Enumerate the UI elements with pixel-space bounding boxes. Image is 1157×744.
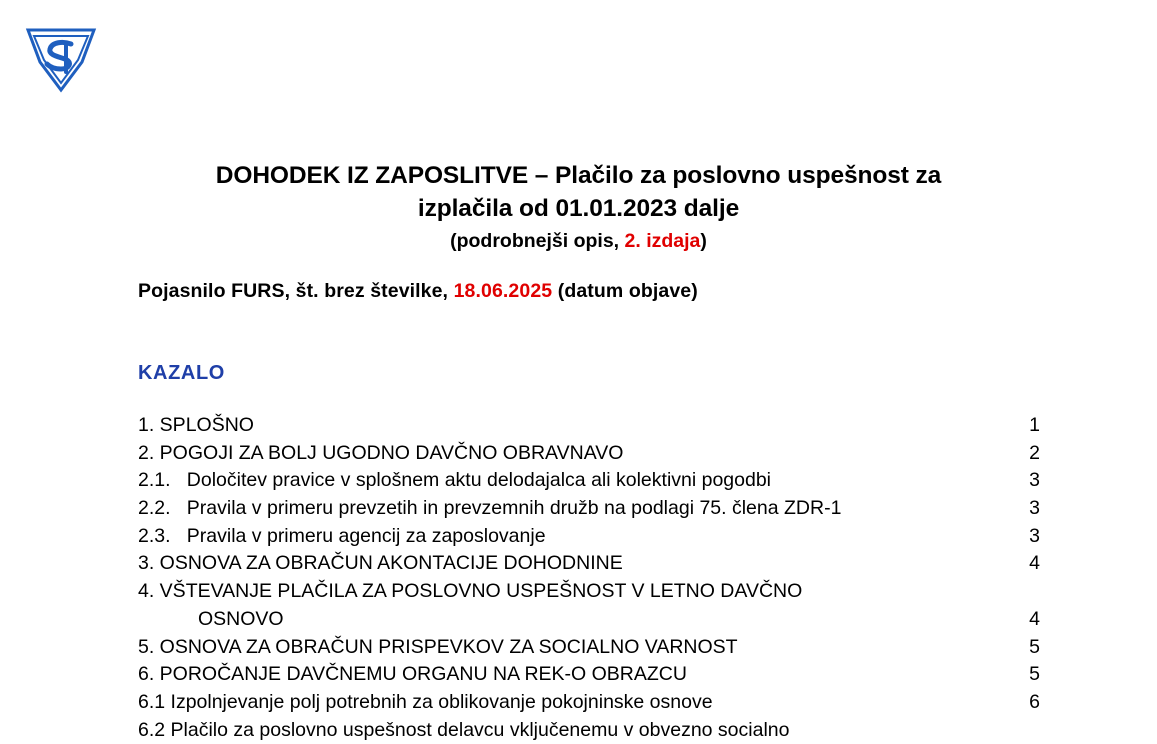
toc-heading: KAZALO bbox=[138, 362, 225, 384]
company-logo-icon bbox=[22, 24, 100, 96]
toc-entry-label: 6.2 Plačilo za poslovno uspešnost delavcu vključenemu v obvezno socialno bbox=[138, 718, 790, 741]
toc-entry-page: 4 bbox=[1029, 552, 1040, 575]
toc-entry-label: 6. POROČANJE DAVČNEMU ORGANU NA REK-O OBRAZCU bbox=[138, 663, 687, 686]
toc-entry-label: 4. VŠTEVANJE PLAČILA ZA POSLOVNO USPEŠNOST V LETNO DAVČNO bbox=[138, 580, 803, 603]
reference-line bbox=[138, 280, 698, 303]
toc-entry-page: 3 bbox=[1029, 497, 1040, 520]
subtitle-suffix: ) bbox=[700, 230, 707, 253]
toc-entry-page: 4 bbox=[1029, 607, 1040, 630]
toc-entry-page: 3 bbox=[1029, 469, 1040, 492]
toc-entry-page: 1 bbox=[1029, 414, 1040, 436]
page-subtitle bbox=[0, 230, 1157, 253]
toc-entry-label: 2.3. Pravila v primeru agencij za zaposlovanje bbox=[138, 524, 546, 547]
title-line-2: izplačila od 01.01.2023 dalje bbox=[417, 194, 740, 222]
toc-entry-label: 5. OSNOVA ZA OBRAČUN PRISPEVKOV ZA SOCIALNO VARNOST bbox=[138, 635, 738, 658]
toc-entry[interactable] bbox=[138, 440, 1040, 468]
toc-entry[interactable] bbox=[138, 717, 1040, 744]
toc-entry-label: 2.2. Pravila v primeru prevzetih in prevzemnih družb na podlagi 75. člena ZDR-1 bbox=[138, 497, 842, 520]
toc-entry-label: 2. POGOJI ZA BOLJ UGODNO DAVČNO OBRAVNAVO bbox=[138, 441, 624, 464]
toc-entry[interactable] bbox=[138, 578, 1040, 606]
toc-entry-label: OSNOVO bbox=[198, 607, 284, 630]
table-of-contents bbox=[138, 412, 1040, 744]
toc-entry-page: 5 bbox=[1029, 635, 1040, 658]
toc-entry[interactable] bbox=[138, 689, 1040, 717]
toc-entry[interactable] bbox=[138, 550, 1040, 578]
toc-entry-page: 6 bbox=[1029, 690, 1040, 713]
toc-entry[interactable] bbox=[138, 634, 1040, 662]
toc-entry[interactable] bbox=[138, 606, 1040, 634]
toc-entry[interactable] bbox=[138, 523, 1040, 551]
toc-entry-label: 3. OSNOVA ZA OBRAČUN AKONTACIJE DOHODNINE bbox=[138, 552, 623, 575]
subtitle-edition: 2. izdaja bbox=[624, 230, 701, 253]
toc-entry-label: 6.1 Izpolnjevanje polj potrebnih za oblikovanje pokojninske osnove bbox=[138, 690, 713, 713]
reference-suffix: (datum objave) bbox=[552, 280, 698, 302]
toc-entry-page: 3 bbox=[1029, 524, 1040, 547]
page-title bbox=[0, 160, 1157, 225]
toc-entry-label: 2.1. Določitev pravice v splošnem aktu delodajalca ali kolektivni pogodbi bbox=[138, 469, 772, 492]
toc-entry[interactable] bbox=[138, 467, 1040, 495]
toc-entry-label: 1. SPLOŠNO bbox=[138, 414, 254, 436]
reference-prefix: Pojasnilo FURS, št. brez številke, bbox=[138, 280, 454, 302]
subtitle-prefix: (podrobnejši opis, bbox=[450, 230, 625, 253]
toc-entry[interactable] bbox=[138, 412, 1040, 440]
toc-entry-page: 2 bbox=[1029, 441, 1040, 464]
toc-entry[interactable] bbox=[138, 495, 1040, 523]
reference-date: 18.06.2025 bbox=[453, 280, 553, 302]
title-line-1: DOHODEK IZ ZAPOSLITVE – Plačilo za poslovno uspešnost za bbox=[215, 162, 942, 189]
title-block bbox=[0, 160, 1157, 253]
toc-entry[interactable] bbox=[138, 661, 1040, 689]
toc-entry-page: 5 bbox=[1029, 663, 1040, 686]
